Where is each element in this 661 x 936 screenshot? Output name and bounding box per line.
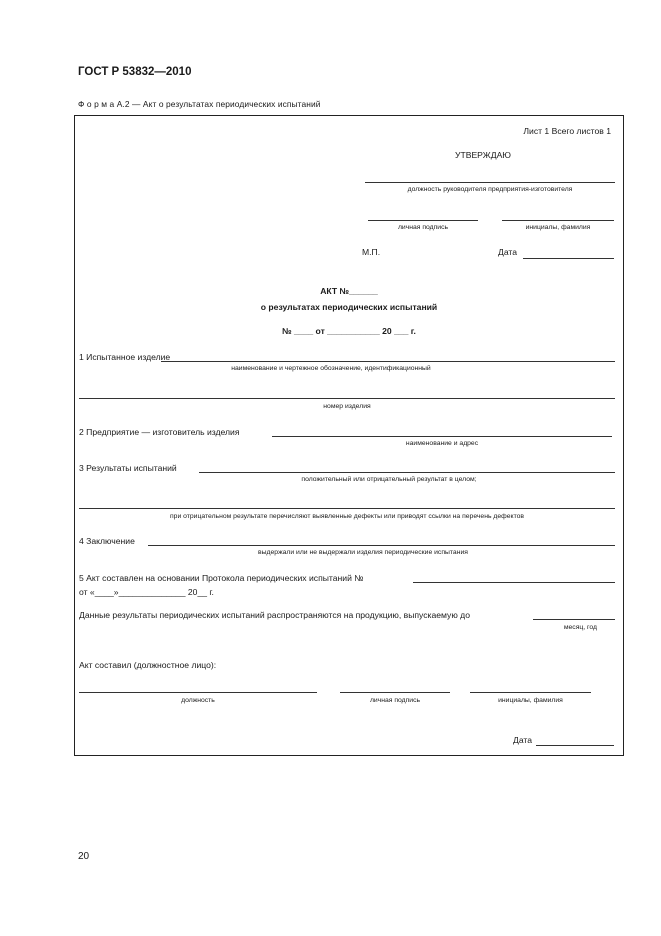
item1-line xyxy=(161,361,615,362)
approver-name-line xyxy=(502,220,614,221)
approver-position-line xyxy=(365,182,615,183)
item3-hint: положительный или отрицательный результат в целом; xyxy=(301,476,477,483)
sig-name-line xyxy=(470,692,591,693)
item4-line xyxy=(148,545,615,546)
validity-text: Данные результаты периодических испытаний распространяются на продукцию, выпускаемую до xyxy=(79,610,470,620)
item1-label: 1 Испытанное изделие xyxy=(79,352,171,362)
approve-date-line xyxy=(523,258,614,259)
act-title: АКТ №______ xyxy=(320,286,378,296)
final-date-label: Дата xyxy=(513,735,533,745)
stamp-label: М.П. xyxy=(362,247,381,257)
final-date-line xyxy=(536,745,614,746)
approver-name-hint: инициалы, фамилия xyxy=(525,224,591,231)
approver-signature-hint: личная подпись xyxy=(397,224,449,231)
approver-position-hint: должность руководителя предприятия-изготовителя xyxy=(407,186,573,193)
item2-line xyxy=(272,436,612,437)
standard-header: ГОСТ Р 53832—2010 xyxy=(78,66,192,78)
approve-date-label: Дата xyxy=(498,247,518,257)
item5-date: от «____»______________ 20__ г. xyxy=(79,587,214,597)
form-caption: Ф о р м а А.2 — Акт о результатах периодических испытаний xyxy=(78,99,321,109)
approver-signature-line xyxy=(368,220,478,221)
compiled-by-label: Акт составил (должностное лицо): xyxy=(79,660,217,670)
item3-hint2: при отрицательном результате перечисляют выявленные дефекты или приводят ссылки на перечень дефектов xyxy=(170,513,524,520)
sig-signature-line xyxy=(340,692,450,693)
item1-hint: наименование и чертежное обозначение, идентификационный xyxy=(231,365,431,372)
item1-line2 xyxy=(79,398,615,399)
validity-hint: месяц, год xyxy=(563,624,597,631)
act-number-line: № ____ от ___________ 20 ___ г. xyxy=(282,326,416,336)
item5-text: 5 Акт составлен на основании Протокола периодических испытаний № xyxy=(79,573,364,583)
item3-line2 xyxy=(79,508,615,509)
approve-label: УТВЕРЖДАЮ xyxy=(455,150,511,160)
sig-name-hint: инициалы, фамилия xyxy=(498,697,563,704)
item4-label: 4 Заключение xyxy=(79,536,135,546)
sig-position-hint: должность xyxy=(181,697,215,704)
form-frame xyxy=(74,115,624,756)
item2-label: 2 Предприятие — изготовитель изделия xyxy=(79,427,240,437)
item4-hint: выдержали или не выдержали изделия периодические испытания xyxy=(258,549,468,556)
item3-label: 3 Результаты испытаний xyxy=(79,463,177,473)
validity-line xyxy=(533,619,615,620)
sig-position-line xyxy=(79,692,317,693)
item1-hint2: номер изделия xyxy=(323,403,371,410)
item5-number-line xyxy=(413,582,615,583)
sheet-count: Лист 1 Всего листов 1 xyxy=(523,126,611,136)
page-number: 20 xyxy=(78,851,90,862)
sig-signature-hint: личная подпись xyxy=(369,697,421,704)
item2-hint: наименование и адрес xyxy=(405,440,479,447)
item3-line xyxy=(199,472,615,473)
act-subtitle: о результатах периодических испытаний xyxy=(260,302,438,312)
